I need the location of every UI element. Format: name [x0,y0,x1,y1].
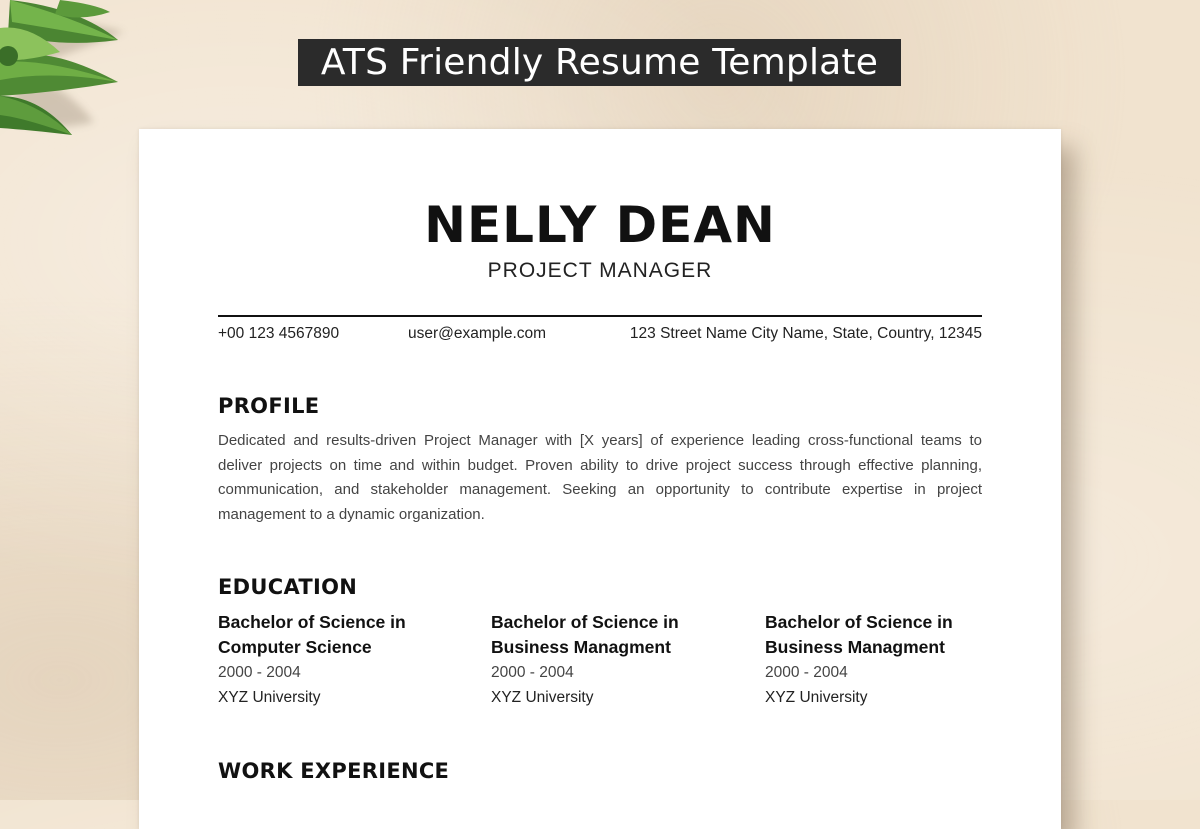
education-years: 2000 - 2004 [765,664,848,681]
resume-page [139,129,1061,829]
education-years: 2000 - 2004 [218,664,301,681]
contact-phone: +00 123 4567890 [218,325,340,342]
resume-role: PROJECT MANAGER [487,259,713,282]
work-experience-heading: WORK EXPERIENCE [218,759,450,783]
degree-line-2: Business Managment [491,637,671,657]
degree-line-1: Bachelor of Science in [218,612,406,632]
resume-name: NELLY DEAN [424,196,776,254]
degree-line-1: Bachelor of Science in [765,612,953,632]
profile-text: Dedicated and results-driven Project Manager with [X years] of experience leading cross-functional teams to deliver projects on time and within budget. Proven ability to drive project success through effective planning, communication, and stakeholder management. Seeking an opportunity to contribute expertise in project management to a dynamic organization. [218,432,982,523]
header-divider [218,315,982,317]
contact-email: user@example.com [408,325,547,342]
template-title-banner [298,39,901,86]
education-heading: EDUCATION [218,575,358,599]
education-item [765,610,1015,710]
degree-line-2: Computer Science [218,637,372,657]
education-years: 2000 - 2004 [491,664,574,681]
education-item [218,610,468,710]
contact-address: 123 Street Name City Name, State, Country, 12345 [629,325,982,342]
banner-title: ATS Friendly Resume Template [320,42,879,83]
education-school: XYZ University [765,689,868,706]
education-school: XYZ University [491,689,594,706]
education-school: XYZ University [218,689,321,706]
succulent-plant-icon [0,0,160,150]
degree-line-1: Bachelor of Science in [491,612,679,632]
education-item [491,610,741,710]
degree-line-2: Business Managment [765,637,945,657]
profile-heading: PROFILE [218,394,320,418]
